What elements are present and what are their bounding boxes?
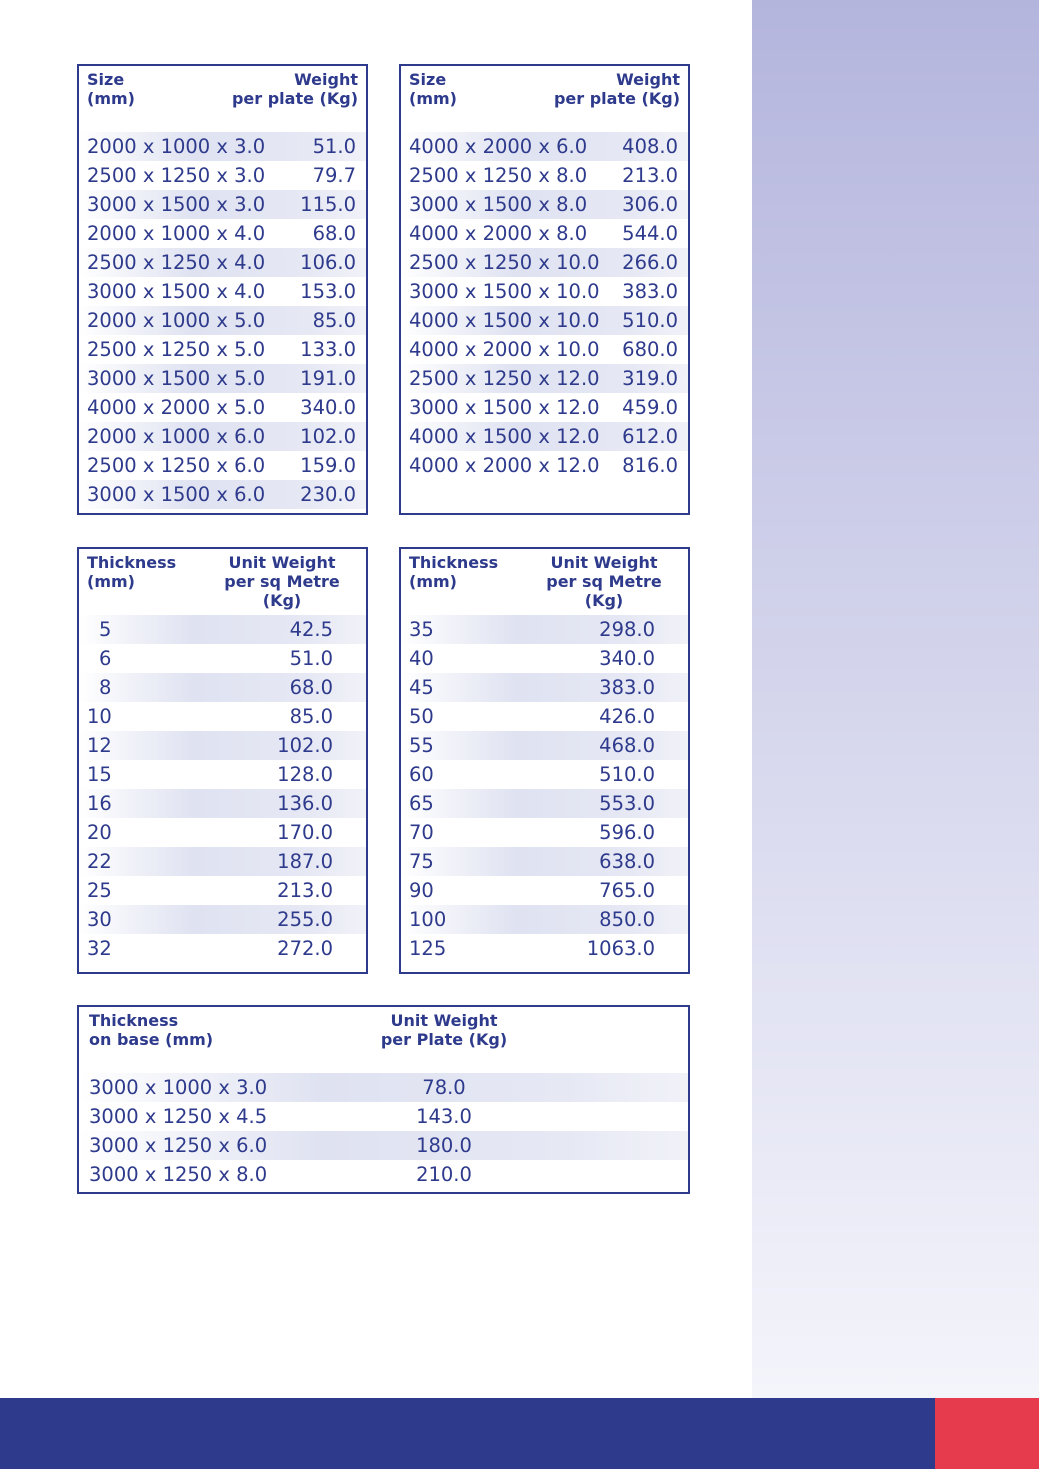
table-row — [79, 335, 366, 364]
tread-plate-table — [77, 1005, 690, 1194]
table-row — [401, 847, 688, 876]
table-header — [79, 553, 366, 610]
cell-size: 2500 x 1250 x 12.0 — [409, 367, 600, 390]
cell-size: 4000 x 2000 x 10.0 — [409, 338, 600, 361]
column-header-thickness: Thickness (mm) — [409, 553, 499, 591]
table-row — [401, 876, 688, 905]
table-row — [79, 847, 366, 876]
table-row — [79, 789, 366, 818]
cell-size: 3000 x 1000 x 3.0 — [89, 1076, 268, 1099]
cell-size: 2500 x 1250 x 4.0 — [87, 251, 266, 274]
cell-weight: 340.0 — [300, 396, 356, 419]
cell-weight: 340.0 — [599, 647, 655, 670]
cell-weight: 612.0 — [622, 425, 678, 448]
table-body — [401, 132, 688, 480]
table-body — [401, 615, 688, 963]
cell-weight: 510.0 — [622, 309, 678, 332]
cell-weight: 102.0 — [300, 425, 356, 448]
cell-size: 22 — [87, 850, 112, 873]
cell-size: 3000 x 1500 x 4.0 — [87, 280, 266, 303]
cell-size: 75 — [409, 850, 434, 873]
cell-size: 40 — [409, 647, 434, 670]
cell-weight: 544.0 — [622, 222, 678, 245]
plate-weight-table-right — [399, 64, 690, 515]
cell-weight: 78.0 — [422, 1076, 466, 1099]
cell-size: 12 — [87, 734, 112, 757]
cell-size: 125 — [409, 937, 447, 960]
cell-weight: 383.0 — [599, 676, 655, 699]
cell-size: 4000 x 2000 x 5.0 — [87, 396, 266, 419]
cell-weight: 319.0 — [622, 367, 678, 390]
table-row — [79, 132, 366, 161]
table-row — [79, 1160, 688, 1189]
table-row — [79, 451, 366, 480]
cell-weight: 383.0 — [622, 280, 678, 303]
cell-size: 35 — [409, 618, 434, 641]
cell-weight: 115.0 — [300, 193, 356, 216]
table-row — [401, 702, 688, 731]
cell-weight: 298.0 — [599, 618, 655, 641]
cell-weight: 102.0 — [277, 734, 333, 757]
cell-weight: 850.0 — [599, 908, 655, 931]
cell-size: 3000 x 1250 x 6.0 — [89, 1134, 268, 1157]
cell-size: 3000 x 1500 x 10.0 — [409, 280, 600, 303]
table-row — [79, 161, 366, 190]
cell-weight: 426.0 — [599, 705, 655, 728]
table-row — [401, 393, 688, 422]
table-row — [79, 615, 366, 644]
cell-size: 3000 x 1500 x 5.0 — [87, 367, 266, 390]
table-row — [79, 190, 366, 219]
column-header-weight: Weight per plate (Kg) — [553, 70, 680, 108]
table-header — [401, 553, 688, 610]
table-row — [401, 673, 688, 702]
cell-size: 4000 x 1500 x 10.0 — [409, 309, 600, 332]
cell-weight: 306.0 — [622, 193, 678, 216]
cell-weight: 553.0 — [599, 792, 655, 815]
table-row — [79, 934, 366, 963]
column-header-thickness: Thickness on base (mm) — [89, 1011, 214, 1049]
table-body — [79, 1073, 688, 1189]
cell-weight: 765.0 — [599, 879, 655, 902]
table-row — [79, 818, 366, 847]
cell-size: 60 — [409, 763, 434, 786]
table-row — [401, 422, 688, 451]
table-row — [79, 731, 366, 760]
cell-weight: 68.0 — [312, 222, 356, 245]
table-row — [401, 731, 688, 760]
table-row — [79, 1131, 688, 1160]
cell-size: 3000 x 1250 x 8.0 — [89, 1163, 268, 1186]
cell-weight: 85.0 — [312, 309, 356, 332]
cell-size: 5 — [99, 618, 112, 641]
table-body — [79, 615, 366, 963]
cell-size: 8 — [99, 676, 112, 699]
cell-weight: 230.0 — [300, 483, 356, 506]
cell-size: 2500 x 1250 x 6.0 — [87, 454, 266, 477]
table-row — [401, 615, 688, 644]
table-row — [401, 451, 688, 480]
cell-size: 3000 x 1500 x 3.0 — [87, 193, 266, 216]
cell-size: 70 — [409, 821, 434, 844]
cell-weight: 408.0 — [622, 135, 678, 158]
cell-weight: 213.0 — [277, 879, 333, 902]
cell-size: 55 — [409, 734, 434, 757]
cell-size: 65 — [409, 792, 434, 815]
cell-size: 2000 x 1000 x 4.0 — [87, 222, 266, 245]
footer-bar — [0, 1398, 935, 1469]
cell-weight: 106.0 — [300, 251, 356, 274]
cell-size: 2000 x 1000 x 5.0 — [87, 309, 266, 332]
cell-weight: 213.0 — [622, 164, 678, 187]
table-row — [401, 760, 688, 789]
cell-weight: 1063.0 — [586, 937, 655, 960]
cell-size: 100 — [409, 908, 447, 931]
table-row — [401, 132, 688, 161]
unit-weight-table-left — [77, 547, 368, 974]
table-row — [79, 277, 366, 306]
table-row — [79, 480, 366, 509]
cell-weight: 128.0 — [277, 763, 333, 786]
cell-size: 15 — [87, 763, 112, 786]
cell-size: 3000 x 1250 x 4.5 — [89, 1105, 268, 1128]
table-row — [79, 702, 366, 731]
table-row — [401, 905, 688, 934]
cell-size: 45 — [409, 676, 434, 699]
table-row — [401, 934, 688, 963]
cell-weight: 680.0 — [622, 338, 678, 361]
table-row — [79, 644, 366, 673]
cell-weight: 136.0 — [277, 792, 333, 815]
column-header-weight: Weight per plate (Kg) — [231, 70, 358, 108]
table-row — [401, 277, 688, 306]
table-row — [79, 760, 366, 789]
cell-size: 2500 x 1250 x 8.0 — [409, 164, 588, 187]
table-row — [401, 644, 688, 673]
table-header — [401, 70, 688, 114]
cell-size: 3000 x 1500 x 6.0 — [87, 483, 266, 506]
cell-size: 4000 x 2000 x 12.0 — [409, 454, 600, 477]
table-row — [401, 190, 688, 219]
cell-size: 16 — [87, 792, 112, 815]
cell-size: 50 — [409, 705, 434, 728]
unit-weight-table-right — [399, 547, 690, 974]
sidebar-panel — [752, 0, 1039, 1398]
table-row — [79, 364, 366, 393]
table-row — [79, 905, 366, 934]
plate-weight-table-left — [77, 64, 368, 515]
footer-accent-block — [935, 1398, 1039, 1469]
column-header-unit-weight: Unit Weight per sq Metre (Kg) — [546, 553, 662, 610]
table-header — [79, 70, 366, 114]
cell-size: 2500 x 1250 x 5.0 — [87, 338, 266, 361]
cell-size: 2000 x 1000 x 3.0 — [87, 135, 266, 158]
column-header-unit-weight: Unit Weight per Plate (Kg) — [380, 1011, 508, 1049]
cell-weight: 133.0 — [300, 338, 356, 361]
cell-weight: 266.0 — [622, 251, 678, 274]
cell-size: 4000 x 2000 x 8.0 — [409, 222, 588, 245]
cell-weight: 459.0 — [622, 396, 678, 419]
table-row — [401, 306, 688, 335]
table-row — [401, 219, 688, 248]
cell-size: 30 — [87, 908, 112, 931]
cell-weight: 816.0 — [622, 454, 678, 477]
cell-weight: 143.0 — [416, 1105, 472, 1128]
cell-size: 32 — [87, 937, 112, 960]
table-row — [79, 306, 366, 335]
table-row — [401, 161, 688, 190]
table-row — [79, 876, 366, 905]
cell-weight: 42.5 — [289, 618, 333, 641]
cell-weight: 170.0 — [277, 821, 333, 844]
cell-size: 6 — [99, 647, 112, 670]
column-header-unit-weight: Unit Weight per sq Metre (Kg) — [224, 553, 340, 610]
table-row — [401, 789, 688, 818]
cell-weight: 68.0 — [289, 676, 333, 699]
cell-weight: 272.0 — [277, 937, 333, 960]
cell-weight: 153.0 — [300, 280, 356, 303]
cell-weight: 51.0 — [312, 135, 356, 158]
cell-size: 10 — [87, 705, 112, 728]
cell-weight: 187.0 — [277, 850, 333, 873]
column-header-size: Size (mm) — [87, 70, 135, 108]
table-row — [79, 1073, 688, 1102]
cell-weight: 210.0 — [416, 1163, 472, 1186]
cell-weight: 159.0 — [300, 454, 356, 477]
cell-size: 20 — [87, 821, 112, 844]
cell-weight: 51.0 — [289, 647, 333, 670]
cell-weight: 638.0 — [599, 850, 655, 873]
cell-size: 4000 x 2000 x 6.0 — [409, 135, 588, 158]
table-row — [79, 673, 366, 702]
column-header-thickness: Thickness (mm) — [87, 553, 177, 591]
cell-size: 2000 x 1000 x 6.0 — [87, 425, 266, 448]
table-row — [401, 335, 688, 364]
table-row — [401, 248, 688, 277]
table-header — [79, 1011, 688, 1055]
table-row — [401, 364, 688, 393]
cell-weight: 85.0 — [289, 705, 333, 728]
table-row — [79, 1102, 688, 1131]
cell-size: 2500 x 1250 x 10.0 — [409, 251, 600, 274]
table-body — [79, 132, 366, 509]
cell-weight: 180.0 — [416, 1134, 472, 1157]
table-row — [79, 393, 366, 422]
cell-weight: 510.0 — [599, 763, 655, 786]
cell-size: 25 — [87, 879, 112, 902]
cell-size: 90 — [409, 879, 434, 902]
cell-weight: 79.7 — [312, 164, 356, 187]
cell-weight: 468.0 — [599, 734, 655, 757]
cell-weight: 596.0 — [599, 821, 655, 844]
table-row — [401, 818, 688, 847]
cell-weight: 191.0 — [300, 367, 356, 390]
cell-size: 3000 x 1500 x 12.0 — [409, 396, 600, 419]
cell-size: 3000 x 1500 x 8.0 — [409, 193, 588, 216]
table-row — [79, 248, 366, 277]
table-row — [79, 219, 366, 248]
cell-weight: 255.0 — [277, 908, 333, 931]
cell-size: 4000 x 1500 x 12.0 — [409, 425, 600, 448]
table-row — [79, 422, 366, 451]
column-header-size: Size (mm) — [409, 70, 457, 108]
cell-size: 2500 x 1250 x 3.0 — [87, 164, 266, 187]
